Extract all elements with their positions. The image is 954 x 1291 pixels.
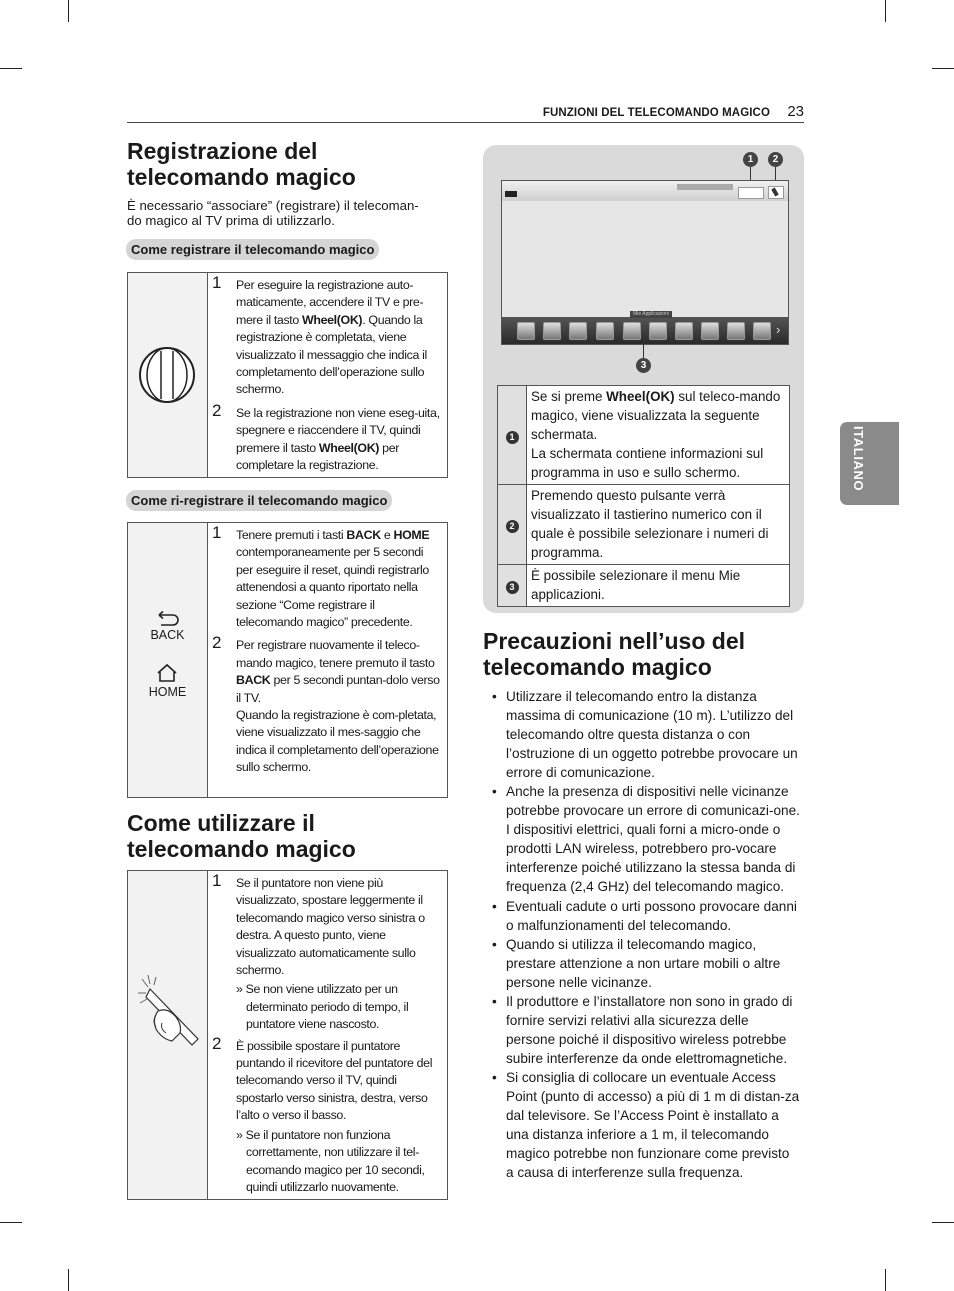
callout-1: 1: [743, 152, 758, 167]
back-home-illustration: [128, 523, 208, 797]
title-line: telecomando magico: [127, 164, 356, 190]
input-icon[interactable]: [517, 322, 535, 340]
row-number-cell: [498, 485, 527, 565]
step: [212, 400, 443, 475]
crop-mark: [885, 1269, 886, 1291]
step-number: 2: [212, 633, 222, 653]
remote-pointer-icon: [128, 871, 207, 1199]
key-name: BACK: [346, 528, 381, 542]
back-label: BACK: [150, 628, 185, 642]
cell-text: La schermata contiene informazioni sul programma in uso e sullo schermo.: [531, 446, 764, 480]
chevron-right-icon[interactable]: ›: [776, 322, 781, 337]
crop-mark: [932, 68, 954, 69]
home-icon[interactable]: [569, 322, 587, 340]
step: [212, 1033, 443, 1197]
reregister-steps: [208, 523, 447, 797]
step-text: contemporaneamente per 5 secondi per eseguire il reset, quindi registrarlo attenendosi a quanto riportato nella sezione “Come registrare il telecomando magico” precedente.: [236, 545, 429, 630]
step-text: Per registrare nuovamente il teleco-mando magico, tenere premuto il tasto: [236, 638, 435, 670]
crop-mark: [0, 1222, 22, 1223]
cell-text: È possibile selezionare il menu Mie applicazioni.: [531, 568, 741, 602]
step: [212, 523, 443, 631]
step-number: 2: [212, 1033, 222, 1053]
callout-number: 3: [506, 581, 519, 594]
intro-text: [127, 198, 457, 228]
step-text: Se il puntatore non viene più visualizzato, spostare leggermente il telecomando magico verso sinistra o destra. A questo punto, viene visualizzato automaticamente sullo schermo.: [236, 876, 425, 978]
cell-text: Se si preme: [531, 389, 607, 404]
callout-number: 1: [506, 431, 519, 444]
pointing-remote-illustration: [128, 871, 208, 1199]
language-tab: [840, 422, 899, 505]
language-tab-label: ITALIANO: [851, 426, 866, 492]
step-text: Per eseguire la registrazione auto-maticamente, accendere il TV e pre-mere il tasto: [236, 278, 424, 327]
step-note: » Se il puntatore non funziona correttamente, non utilizzare il tel-ecomando magico per 10 secondi, quindi utilizzarlo nuovamente.: [236, 1127, 425, 1194]
callout-table: [497, 385, 790, 607]
list-item: • Quando si utilizza il telecomando magico, prestare attenzione a non urtare mobili o altre persone nelle vicinanze.: [490, 935, 800, 992]
row-text-cell: [527, 565, 790, 607]
list-item: • Utilizzare il telecomando entro la distanza massima di comunicazione (10 m). L’utilizzo del telecomando oltre questa distanza o con l’ostruzione di un oggetto potrebbe provocare un errore di comunicazione.: [490, 687, 800, 782]
list-item: • Il produttore e l’installatore non sono in grado di fornire servizi relativi alla sicurezza delle persone poiché il dispositivo wireless potrebbe subire interferenze da onde elettromagnetiche.: [490, 992, 800, 1068]
more-icon[interactable]: [753, 322, 771, 340]
step: [212, 633, 443, 776]
wheel-button-icon: [128, 273, 207, 477]
intro-line: do magico al TV prima di utilizzarlo.: [127, 213, 335, 228]
cell-text: sul teleco-mando magico, viene visualizzata la seguente schermata.: [531, 389, 781, 442]
table-row: [498, 485, 790, 565]
callout-3: 3: [636, 358, 651, 373]
reregister-steps-table: [127, 522, 448, 798]
intro-line: È necessario “associare” (registrare) il telecoman-: [127, 198, 419, 213]
row-number-cell: [498, 565, 527, 607]
table-row: [498, 386, 790, 485]
table-row: [498, 565, 790, 607]
home-icon: [128, 662, 207, 684]
register-steps-table: [127, 272, 448, 478]
crop-mark: [68, 1269, 69, 1291]
title-line: Registrazione del: [127, 138, 318, 164]
title-line: telecomando magico: [483, 654, 712, 680]
callout-3-leader: [643, 342, 644, 358]
my-apps-caption: Mie Applicazioni: [630, 311, 672, 318]
section-title-registration: [127, 138, 457, 190]
page-number: 23: [787, 103, 804, 120]
list-item: • Anche la presenza di dispositivi nelle vicinanze potrebbe provocare un errore di comunicazi-one. I dispositivi elettrici, quali forni a micro-onde o prodotti LAN wireless, potrebbero pro-vocare interferenze poiché utilizzano la stessa banda di frequenza (2,4 GHz) del telecomando magico.: [490, 782, 800, 896]
key-name: Wheel(OK): [606, 389, 675, 404]
callout-number: 2: [506, 520, 519, 533]
step-number: 1: [212, 523, 222, 542]
back-icon: [128, 607, 207, 629]
usage-steps-table: [127, 870, 448, 1200]
search-icon[interactable]: [596, 322, 614, 340]
home-label: HOME: [148, 685, 187, 699]
key-name: Wheel(OK): [302, 312, 363, 327]
row-number-cell: [498, 386, 527, 485]
step-text: per completare la registrazione.: [236, 440, 400, 473]
header-title: FUNZIONI DEL TELECOMANDO MAGICO: [542, 107, 770, 119]
settings-icon[interactable]: [543, 322, 561, 340]
step-text: . Quando la registrazione è completata, viene visualizzato il messaggio che indica il completamento dell’operazione sullo schermo.: [236, 312, 427, 397]
step-text: È possibile spostare il puntatore puntando il ricevitore del puntatore del telecomando verso il TV, quindi spostarlo verso sinistra, destra, verso l’alto o verso il basso.: [236, 1038, 433, 1123]
tv-info-bar: [502, 181, 788, 201]
subsection-label-register: Come registrare il telecomando magico: [126, 239, 379, 260]
remote-wheel-illustration: [128, 273, 208, 477]
usage-steps: [208, 871, 447, 1199]
title-line: telecomando magico: [127, 836, 356, 862]
crop-mark: [932, 1222, 954, 1223]
section-title-precautions: [483, 628, 813, 680]
numpad-button[interactable]: [738, 187, 764, 199]
channel-badge: [505, 191, 517, 197]
step-text: e: [380, 528, 394, 542]
tv-icon[interactable]: [701, 322, 719, 340]
remote-icon[interactable]: [768, 186, 784, 199]
row-text-cell: [527, 485, 790, 565]
my-apps-bar[interactable]: [502, 311, 788, 344]
row-text-cell: [527, 386, 790, 485]
crop-mark: [68, 0, 69, 22]
info-strip: [677, 184, 733, 190]
key-name: BACK: [236, 673, 271, 688]
callout-2: 2: [768, 152, 783, 167]
step-text: Quando la registrazione è com-pletata, viene visualizzato il mes-saggio che indica il completamento dell’operazione sullo schermo.: [236, 708, 439, 775]
guide-icon[interactable]: [727, 322, 745, 340]
step-number: 1: [212, 273, 222, 292]
list-item: • Si consiglia di collocare un eventuale Access Point (punto di accesso) a più di 1 m di distan-za dal televisore. Se l’Access Point è installato a una distanza inferiore a 1 m, il telecomando magico potrebbe non funzionare come previsto a causa di interferenze sulla frequenza.: [490, 1068, 800, 1182]
3d-icon[interactable]: [675, 322, 693, 340]
step-text: Tenere premuti i tasti: [236, 528, 347, 542]
crop-mark: [0, 68, 22, 69]
running-header: [127, 104, 804, 123]
step-text: Se la registrazione non viene eseg-uita, spegnere e riaccendere il TV, quindi premere il tasto: [236, 405, 440, 455]
title-line: Precauzioni nell’uso del: [483, 628, 746, 654]
step-note: » Se non viene utilizzato per un determinato periodo di tempo, il puntatore viene nascosto.: [236, 982, 409, 1032]
cell-text: Premendo questo pulsante verrà visualizzato il tastierino numerico con il quale è possibile selezionare i numeri di programma.: [531, 488, 769, 560]
list-item: • Eventuali cadute o urti possono provocare danni o malfunzionamenti del telecomando.: [490, 897, 800, 935]
step: [212, 273, 443, 399]
step-number: 2: [212, 400, 222, 420]
subsection-label-reregister: Come ri-registrare il telecomando magico: [126, 490, 392, 511]
step-text: per 5 secondi puntan-dolo verso il TV.: [236, 673, 440, 705]
crop-mark: [885, 0, 886, 22]
register-steps: [208, 273, 447, 477]
section-title-usage: [127, 810, 457, 862]
tv-screen-mockup: [501, 180, 789, 345]
title-line: Come utilizzare il: [127, 810, 315, 836]
internet-icon[interactable]: [623, 322, 641, 340]
precautions-list: [490, 687, 800, 1182]
step: [212, 871, 443, 1034]
key-name: HOME: [393, 528, 430, 542]
step-number: 1: [212, 871, 222, 890]
key-name: Wheel(OK): [318, 440, 380, 455]
apps-icon[interactable]: [649, 322, 667, 340]
